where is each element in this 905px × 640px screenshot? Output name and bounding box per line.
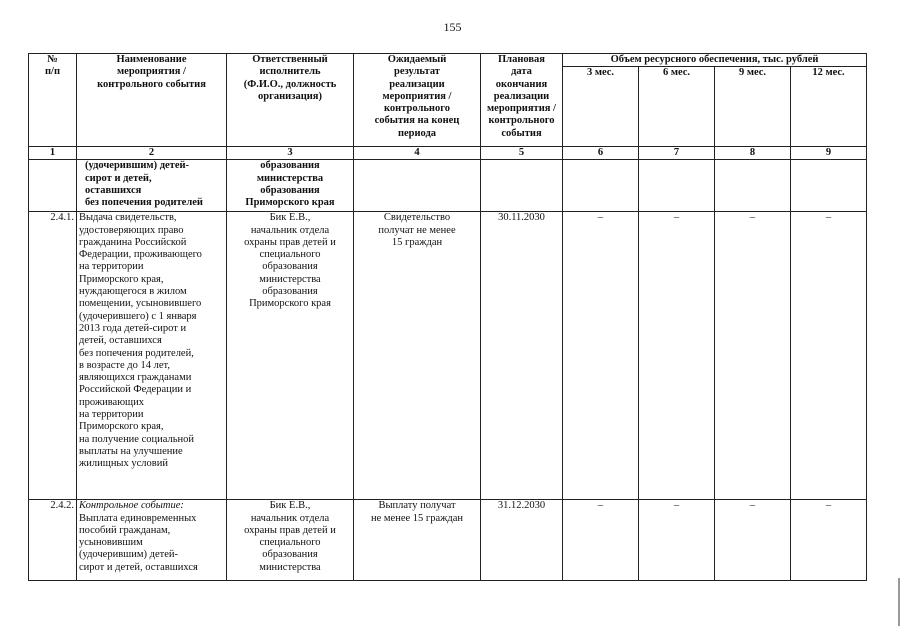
row-name: Выдача свидетельств, удостоверяющих право гражданина Российской Федерации, проживающего на территории Приморского края, нуждающегося в жилом помещении, усыновившего (удочерившего) с 1 января 2013 года детей-сирот и детей, оставшихся без попечения родителей, в возрасте до 14 лет, являющихся гражданами Российской Федерации и проживающих на территории Приморского края, на получение социальной выплаты на улучшение жилищных условий [77, 212, 227, 500]
continuation-executor: образования министерства образования Приморского края [227, 160, 354, 212]
row-number: 2.4.1. [29, 212, 77, 500]
header-name: Наименование мероприятия / контрольного события [77, 54, 227, 147]
row-executor: Бик Е.В., начальник отдела охраны прав детей и специального образования министерства [227, 500, 354, 581]
row-result: Свидетельство получат не менее 15 граждан [354, 212, 481, 500]
header-resources: Объем ресурсного обеспечения, тыс. рублей [563, 54, 867, 67]
continuation-result [354, 160, 481, 212]
row-m6: – [639, 212, 715, 500]
header-row [29, 54, 867, 67]
header-executor: Ответственный исполнитель (Ф.И.О., должность организация) [227, 54, 354, 147]
row-name: Выплата единовременных пособий гражданам, усыновившим (удочерившим) детей- сирот и детей, оставшихся [79, 512, 198, 573]
row-name-cell [77, 500, 227, 581]
scan-edge-line [898, 578, 900, 626]
table-row [29, 500, 867, 581]
header-m12: 12 мес. [791, 67, 867, 147]
column-number-row [29, 147, 867, 160]
continuation-m12 [791, 160, 867, 212]
column-number: 7 [639, 147, 715, 160]
continuation-number [29, 160, 77, 212]
activity-table [28, 53, 867, 581]
control-event-label: Контрольное событие: [79, 500, 184, 512]
column-number: 8 [715, 147, 791, 160]
column-number: 9 [791, 147, 867, 160]
row-executor: Бик Е.В., начальник отдела охраны прав детей и специального образования министерства образования Приморского края [227, 212, 354, 500]
column-number: 1 [29, 147, 77, 160]
row-number: 2.4.2. [29, 500, 77, 581]
row-date: 30.11.2030 [481, 212, 563, 500]
table-row [29, 212, 867, 500]
continuation-date [481, 160, 563, 212]
header-date: Плановая дата окончания реализации мероприятия / контрольного события [481, 54, 563, 147]
row-m3: – [563, 212, 639, 500]
header-m9: 9 мес. [715, 67, 791, 147]
continuation-m3 [563, 160, 639, 212]
page-number: 155 [443, 20, 462, 34]
row-m9: – [715, 212, 791, 500]
row-result: Выплату получат не менее 15 граждан [354, 500, 481, 581]
continuation-row [29, 160, 867, 212]
row-m9: – [715, 500, 791, 581]
column-number: 6 [563, 147, 639, 160]
column-number: 5 [481, 147, 563, 160]
header-m6: 6 мес. [639, 67, 715, 147]
header-m3: 3 мес. [563, 67, 639, 147]
continuation-name: (удочерившим) детей- сирот и детей, оставшихся без попечения родителей [77, 160, 227, 212]
continuation-m6 [639, 160, 715, 212]
row-m3: – [563, 500, 639, 581]
header-result: Ожидаемый результат реализации мероприятия / контрольного события на конец периода [354, 54, 481, 147]
continuation-m9 [715, 160, 791, 212]
column-number: 3 [227, 147, 354, 160]
row-m12: – [791, 212, 867, 500]
row-m6: – [639, 500, 715, 581]
row-m12: – [791, 500, 867, 581]
column-number: 4 [354, 147, 481, 160]
column-number: 2 [77, 147, 227, 160]
header-number: № п/п [29, 54, 77, 147]
row-date: 31.12.2030 [481, 500, 563, 581]
